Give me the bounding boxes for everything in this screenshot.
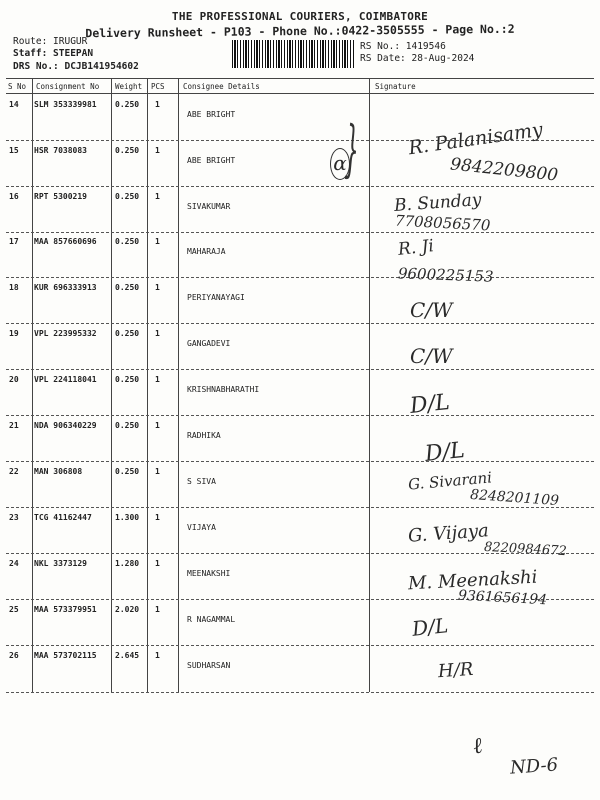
cell-pcs: 1 [155,146,160,155]
cell-consignment: VPL 223995332 [34,329,97,338]
row-separator [6,369,594,370]
phone-3: 9600225153 [397,264,494,286]
checkmark-scribble: ℓ [470,733,485,760]
cell-weight: 0.250 [115,237,140,246]
cell-weight: 0.250 [115,375,140,384]
cell-pcs: 1 [155,605,160,614]
phone-5: 8220984672 [483,539,568,560]
cell-weight: 1.280 [115,559,140,568]
signature-b-sunday: B. Sunday [393,189,483,217]
signature-m-meenakshi: M. Meenakshi [407,566,538,595]
mark-dl-1: D/L [408,389,451,420]
cell-sno: 24 [9,559,19,568]
drs-number: DRS No.: DCJB141954602 [13,61,139,72]
cell-weight: 0.250 [115,329,140,338]
cell-sno: 26 [9,651,19,660]
cell-weight: 0.250 [115,421,140,430]
cell-consignee: S SIVA [187,477,216,486]
cell-consignee: KRISHNABHARATHI [187,385,260,394]
cell-consignment: VPL 224118041 [34,375,97,384]
circled-mark: ɑ [330,148,350,180]
phone-4: 8248201109 [469,486,560,510]
phone-6: 9361656194 [457,587,548,609]
mark-nd: ND-6 [509,754,559,779]
cell-sno: 21 [9,421,19,430]
mark-dl-3: D/L [410,613,450,641]
cell-consignee: R NAGAMMAL [187,615,236,624]
signature-g-vijaya: G. Vijaya [407,520,490,547]
cell-pcs: 1 [155,559,160,568]
row-separator [6,507,594,508]
cell-sno: 16 [9,192,19,201]
col-sno: S No [8,82,27,91]
signature-g-sivarani: G. Sivarani [407,468,493,494]
cell-consignment: MAA 573379951 [34,605,97,614]
cell-consignment: KUR 696333913 [34,283,97,292]
signature-r-ji: R. Ji [397,236,435,260]
row-separator [6,645,594,646]
cell-weight: 0.250 [115,192,140,201]
row-separator [6,323,594,324]
row-separator [6,692,594,693]
cell-weight: 0.250 [115,100,140,109]
cell-sno: 20 [9,375,19,384]
cell-consignment: RPT 5300219 [34,192,87,201]
cell-consignment: TCG 41162447 [34,513,92,522]
phone-1: 9842209800 [449,154,559,186]
mark-cw-1: C/W [410,298,453,322]
staff-label: Staff: STEEPAN [13,48,94,59]
route-label: Route: IRUGUR [13,36,88,47]
cell-consignment: MAA 573702115 [34,651,97,660]
cell-consignment: NDA 906340229 [34,421,97,430]
cell-sno: 19 [9,329,19,338]
cell-consignment: NKL 3373129 [34,559,87,568]
cell-consignee: SIVAKUMAR [187,202,231,211]
cell-pcs: 1 [155,237,160,246]
cell-consignment: HSR 7038083 [34,146,87,155]
bracket-mark: } [343,110,360,187]
rs-number: RS No.: 1419546 [360,41,446,52]
phone-2: 7708056570 [394,211,491,235]
mark-cw-2: C/W [410,344,453,368]
table-top-border [6,78,594,79]
cell-consignee: RADHIKA [187,431,221,440]
cell-pcs: 1 [155,651,160,660]
row-separator [6,277,594,278]
cell-sno: 17 [9,237,19,246]
cell-weight: 0.250 [115,283,140,292]
cell-sno: 22 [9,467,19,476]
company-title: THE PROFESSIONAL COURIERS, COIMBATORE [171,10,429,23]
cell-consignment: MAA 857660696 [34,237,97,246]
cell-consignee: SUDHARSAN [187,661,231,670]
cell-sno: 15 [9,146,19,155]
cell-sno: 25 [9,605,19,614]
cell-consignee: ABE BRIGHT [187,110,236,119]
barcode-image [232,40,354,68]
cell-weight: 0.250 [115,467,140,476]
cell-pcs: 1 [155,329,160,338]
col-pcs: PCS [151,82,165,91]
cell-pcs: 1 [155,283,160,292]
cell-sno: 23 [9,513,19,522]
cell-pcs: 1 [155,421,160,430]
cell-pcs: 1 [155,467,160,476]
mark-dl-2: D/L [423,437,466,468]
cell-weight: 2.645 [115,651,140,660]
cell-weight: 2.020 [115,605,140,614]
cell-pcs: 1 [155,192,160,201]
cell-consignee: PERIYANAYAGI [187,293,245,302]
col-consignee: Consignee Details [183,82,260,91]
cell-consignment: MAN 306808 [34,467,83,476]
row-separator [6,415,594,416]
col-signature: Signature [375,82,416,91]
cell-pcs: 1 [155,100,160,109]
cell-consignee: MEENAKSHI [187,569,231,578]
cell-sno: 18 [9,283,19,292]
rs-date: RS Date: 28-Aug-2024 [360,53,475,64]
col-consignment: Consignment No [36,82,100,91]
cell-consignee: MAHARAJA [187,247,226,256]
cell-consignee: ABE BRIGHT [187,156,236,165]
runsheet-subtitle: Delivery Runsheet - P103 - Phone No.:0422-3505555 - Page No.:2 [85,21,515,41]
row-separator [6,186,594,187]
cell-pcs: 1 [155,375,160,384]
cell-weight: 1.300 [115,513,140,522]
cell-consignee: GANGADEVI [187,339,231,348]
cell-sno: 14 [9,100,19,109]
row-separator [6,461,594,462]
row-separator [6,232,594,233]
cell-consignee: VIJAYA [187,523,216,532]
cell-weight: 0.250 [115,146,140,155]
header-bottom-border [6,93,594,94]
cell-pcs: 1 [155,513,160,522]
mark-hr: H/R [437,658,475,683]
signature-r-palanisamy: R. Palanisamy [407,118,545,160]
col-weight: Weight [115,82,143,91]
cell-consignment: SLM 353339981 [34,100,97,109]
